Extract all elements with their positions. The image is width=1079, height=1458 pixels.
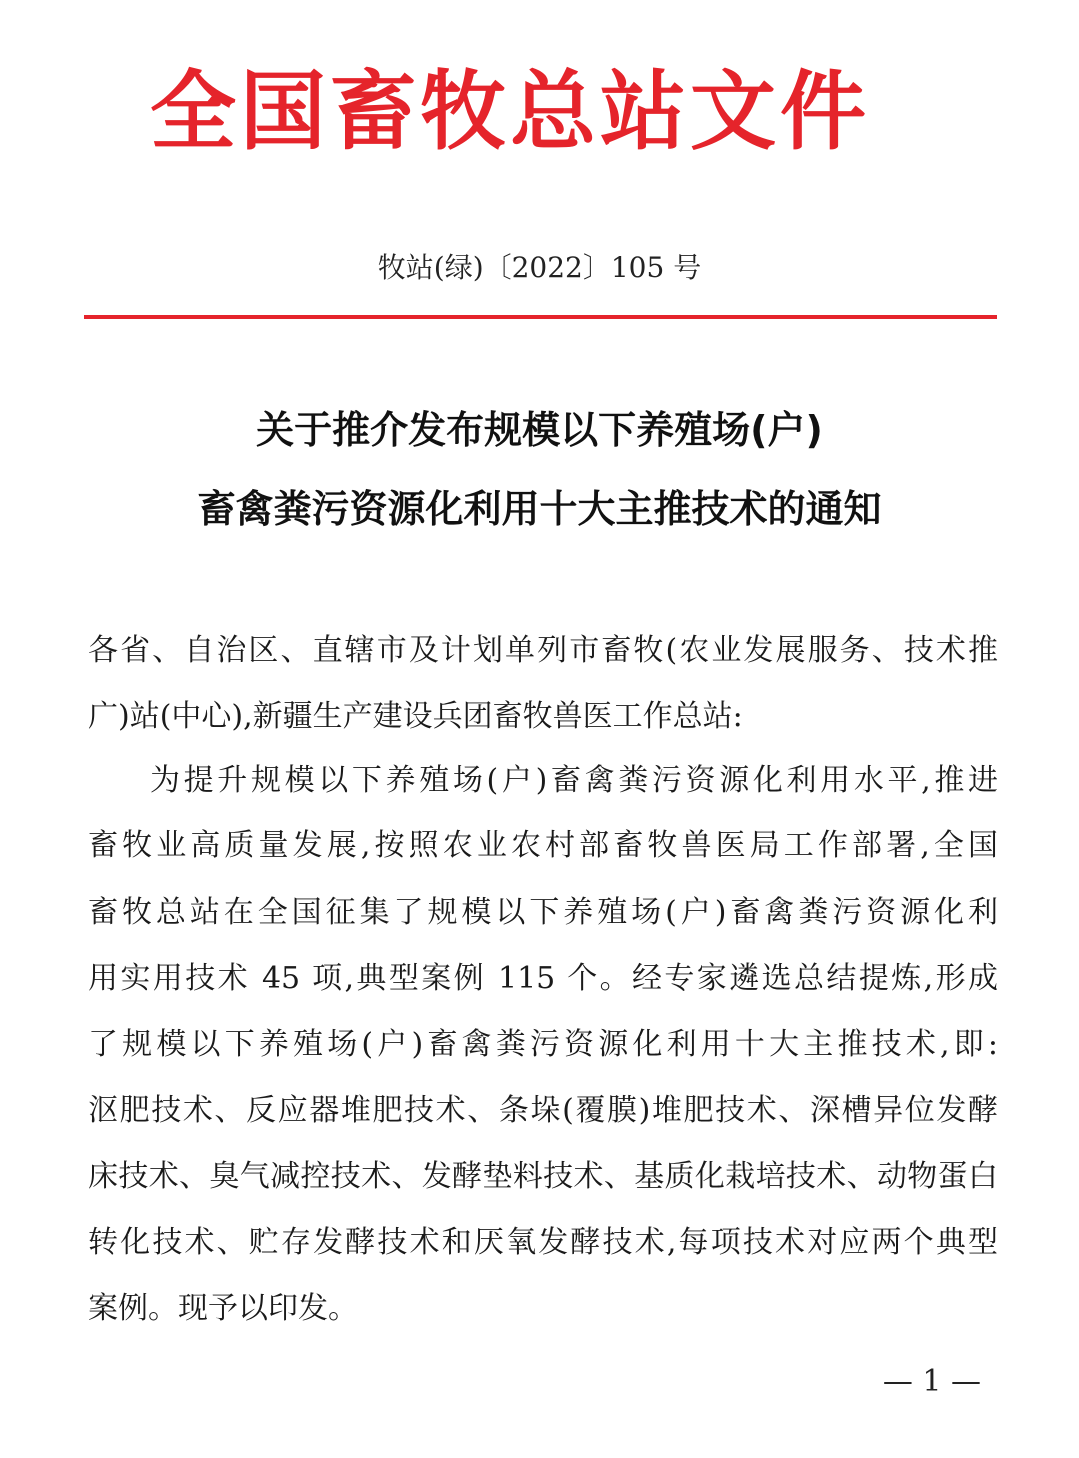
masthead-title: 全国畜牧总站文件 [150,62,870,162]
body-line: 畜牧总站在全国征集了规模以下养殖场(户)畜禽粪污资源化利 [88,895,998,930]
notice-title-line-1: 关于推介发布规模以下养殖场(户) [256,408,823,452]
body-line: 了规模以下养殖场(户)畜禽粪污资源化利用十大主推技术,即: [88,1027,998,1062]
notice-title-line-2: 畜禽粪污资源化利用十大主推技术的通知 [197,487,882,531]
body-line: 广)站(中心),新疆生产建设兵团畜牧兽医工作总站: [88,699,743,734]
body-line: 沤肥技术、反应器堆肥技术、条垛(覆膜)堆肥技术、深槽异位发酵 [88,1093,998,1128]
page-number: — 1 — [882,1364,981,1399]
body-line: 为提升规模以下养殖场(户)畜禽粪污资源化利用水平,推进 [150,763,998,798]
body-line: 用实用技术 45 项,典型案例 115 个。经专家遴选总结提炼,形成 [88,961,998,996]
body-line: 转化技术、贮存发酵技术和厌氧发酵技术,每项技术对应两个典型 [88,1225,998,1260]
document-number: 牧站(绿)〔2022〕105 号 [377,251,702,284]
body-line: 各省、自治区、直辖市及计划单列市畜牧(农业发展服务、技术推 [88,633,998,668]
red-divider-line [84,315,997,319]
body-line: 案例。现予以印发。 [88,1291,358,1326]
body-line: 床技术、臭气减控技术、发酵垫料技术、基质化栽培技术、动物蛋白 [88,1159,998,1194]
body-line: 畜牧业高质量发展,按照农业农村部畜牧兽医局工作部署,全国 [88,828,998,863]
